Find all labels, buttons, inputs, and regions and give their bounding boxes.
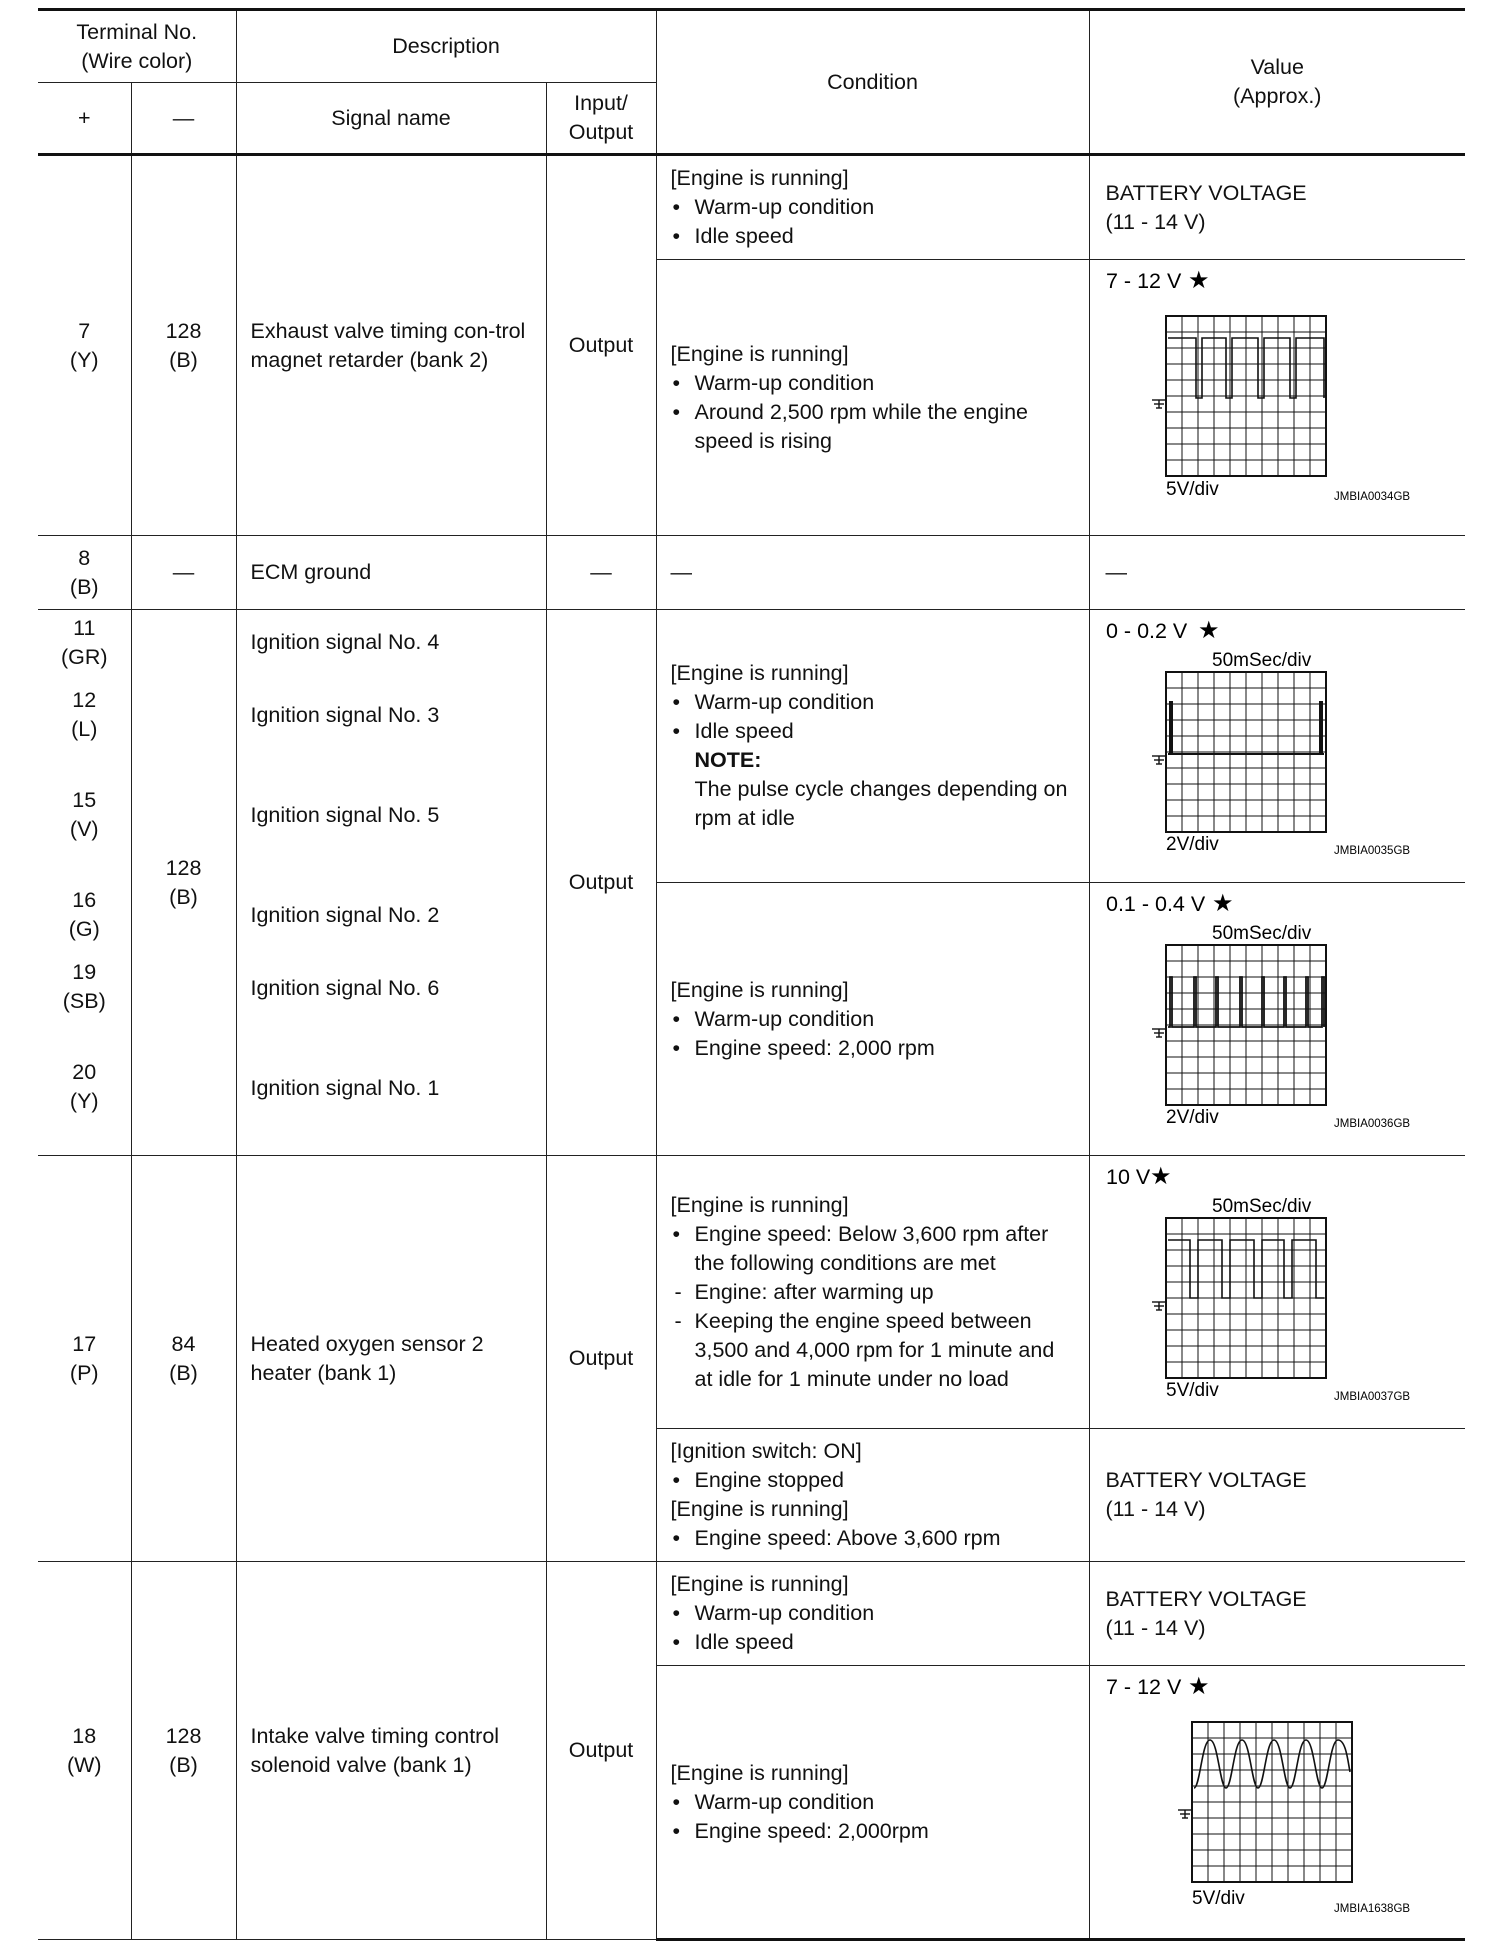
io-cell: Output — [546, 155, 656, 536]
terminal-entry — [38, 614, 131, 686]
signal-name-header: Signal name — [236, 83, 546, 155]
terminal-entry — [38, 786, 131, 886]
waveform-value-cell — [1089, 260, 1465, 536]
waveform-figure — [1105, 616, 1452, 857]
terminal-entry — [38, 958, 131, 1058]
waveform-value-cell — [1089, 883, 1465, 1156]
terminal-number: 17 — [72, 1331, 97, 1356]
condition-bullet: • Idle speed — [671, 222, 1077, 251]
voltage-scale-label: 5V/div — [1165, 479, 1219, 500]
ground-icon — [1152, 400, 1166, 408]
value-text: (11 - 14 V) — [1105, 209, 1206, 234]
condition-bullet: • Engine speed: Above 3,600 rpm — [671, 1524, 1077, 1553]
condition-cell — [656, 883, 1089, 1156]
plus-header: + — [38, 83, 131, 155]
ecm-terminal-table — [38, 8, 1465, 1941]
minus-terminal-cell — [131, 1562, 236, 1940]
condition-bullet: • Warm-up condition — [671, 688, 1077, 717]
waveform-figure — [1105, 889, 1452, 1130]
table-row — [38, 536, 1465, 610]
signal-name: Ignition signal No. 6 — [250, 976, 440, 1000]
signal-name-cell: ECM ground — [236, 536, 546, 610]
condition-cell — [656, 610, 1089, 883]
terminal-number: 11 — [73, 616, 96, 640]
minus-terminal-cell — [131, 1156, 236, 1562]
condition-subitem: - Keeping the engine speed between 3,500 and 4,000 rpm for 1 minute and at idle for 1 minute under no load — [671, 1307, 1077, 1394]
time-scale-label: 50mSec/div — [1211, 1196, 1311, 1217]
table-row — [38, 155, 1465, 260]
voltage-range-label: 7 - 12 V — [1105, 269, 1181, 293]
plus-terminal-cell — [38, 536, 131, 610]
wire-color: (V) — [69, 817, 99, 841]
oscilloscope-grid — [1178, 1722, 1352, 1882]
condition-cell — [656, 1666, 1089, 1940]
io-cell: Output — [546, 610, 656, 1156]
wire-color: (B) — [169, 1752, 198, 1777]
condition-bullet: • Engine stopped — [671, 1466, 1077, 1495]
value-cell — [1089, 1562, 1465, 1666]
voltage-range-label: 7 - 12 V — [1105, 1675, 1181, 1699]
wire-color: (P) — [69, 1360, 99, 1385]
condition-heading: [Engine is running] — [670, 661, 849, 685]
condition-bullet: • Warm-up condition — [671, 1599, 1077, 1628]
condition-header: Condition — [656, 10, 1089, 155]
condition-cell — [656, 155, 1089, 260]
value-text: (11 - 14 V) — [1105, 1497, 1206, 1521]
condition-cell — [656, 260, 1089, 536]
signal-name: Ignition signal No. 3 — [250, 703, 440, 727]
oscilloscope-svg — [1106, 1162, 1452, 1412]
time-scale-label: 50mSec/div — [1211, 923, 1311, 944]
star-icon: ★ — [1149, 1162, 1172, 1190]
voltage-scale-label: 5V/div — [1191, 1888, 1245, 1909]
signal-name-cell: Intake valve timing control solenoid valve (bank 1) — [236, 1562, 546, 1940]
condition-subitem: - Engine: after warming up — [671, 1278, 1077, 1307]
io-cell: Output — [546, 1156, 656, 1562]
io-header-line2: Output — [568, 120, 634, 144]
waveform-value-cell — [1089, 1156, 1465, 1429]
condition-heading: [Engine is running] — [670, 166, 849, 190]
wire-color: (L) — [71, 717, 98, 741]
signal-name-cell: Heated oxygen sensor 2 heater (bank 1) — [236, 1156, 546, 1562]
table-row — [38, 610, 1465, 883]
voltage-scale-label: 5V/div — [1165, 1380, 1219, 1401]
value-cell: — — [1089, 536, 1465, 610]
condition-heading: [Engine is running] — [670, 341, 849, 366]
star-icon: ★ — [1187, 266, 1210, 294]
io-header-line1: Input/ — [574, 91, 628, 115]
table-row — [38, 1562, 1465, 1666]
terminal-table-page — [38, 8, 1465, 1941]
condition-bullet: • Idle speed — [671, 717, 1077, 746]
condition-cell — [656, 1429, 1089, 1562]
terminal-number: 128 — [165, 855, 202, 880]
condition-heading: [Engine is running] — [670, 1192, 849, 1217]
terminal-number: 8 — [78, 545, 91, 570]
voltage-scale-label: 2V/div — [1165, 1107, 1219, 1128]
oscilloscope-svg — [1106, 266, 1452, 516]
condition-heading: [Engine is running] — [670, 977, 849, 1002]
plus-terminal-cell — [38, 155, 131, 536]
condition-cell — [656, 1156, 1089, 1429]
ground-icon — [1152, 1302, 1166, 1310]
value-header — [1089, 10, 1465, 155]
wire-color: (Y) — [69, 347, 99, 372]
value-cell — [1089, 155, 1465, 260]
io-cell: — — [546, 536, 656, 610]
figure-code: JMBIA0034GB — [1333, 491, 1410, 503]
wire-color: (B) — [169, 347, 198, 372]
condition-cell — [656, 1562, 1089, 1666]
value-cell — [1089, 1429, 1465, 1562]
terminal-no-label: Terminal No. — [76, 19, 198, 44]
condition-heading: [Ignition switch: ON] — [670, 1439, 862, 1463]
minus-terminal-cell: — — [131, 536, 236, 610]
condition-heading: [Engine is running] — [670, 1572, 849, 1596]
wire-color-label: (Wire color) — [81, 48, 193, 73]
wire-color: (G) — [68, 917, 100, 941]
io-cell: Output — [546, 1562, 656, 1940]
io-header — [546, 83, 656, 155]
star-icon: ★ — [1187, 1672, 1210, 1700]
terminal-number: 12 — [72, 688, 97, 712]
ground-icon — [1178, 1810, 1192, 1818]
oscilloscope-svg — [1106, 616, 1452, 866]
wire-color: (B) — [69, 574, 99, 599]
condition-bullet: • Engine speed: Below 3,600 rpm after the following conditions are met — [671, 1220, 1077, 1278]
minus-terminal-cell — [131, 155, 236, 536]
figure-code: JMBIA0036GB — [1333, 1118, 1410, 1130]
terminal-entry — [38, 1058, 131, 1116]
condition-heading: [Engine is running] — [670, 1497, 849, 1521]
waveform-figure — [1105, 1672, 1452, 1915]
figure-code: JMBIA0035GB — [1333, 845, 1410, 857]
star-icon: ★ — [1197, 616, 1220, 644]
description-header: Description — [236, 10, 656, 83]
terminal-number: 128 — [165, 1723, 202, 1748]
voltage-range-label: 0.1 - 0.4 V — [1105, 892, 1205, 916]
terminal-number: 20 — [72, 1060, 97, 1084]
ground-icon — [1152, 756, 1166, 764]
figure-code: JMBIA0037GB — [1333, 1391, 1410, 1403]
waveform-figure — [1105, 266, 1452, 503]
figure-code: JMBIA1638GB — [1333, 1903, 1410, 1915]
wire-color: (SB) — [62, 989, 106, 1013]
wire-color: (W) — [66, 1752, 102, 1777]
condition-bullet: • Engine speed: 2,000 rpm — [671, 1034, 1077, 1063]
condition-bullet: • Warm-up condition — [671, 369, 1077, 398]
plus-terminal-cell — [38, 1562, 131, 1940]
star-icon: ★ — [1211, 889, 1234, 917]
note-text: The pulse cycle changes depending on rpm at idle — [694, 777, 1068, 830]
terminal-entry — [38, 886, 131, 958]
condition-bullet: • Engine speed: 2,000rpm — [671, 1817, 1077, 1846]
oscilloscope-svg — [1106, 1672, 1452, 1922]
signal-name: Ignition signal No. 1 — [250, 1076, 440, 1100]
condition-bullet: • Warm-up condition — [671, 1005, 1077, 1034]
condition-bullet: • Warm-up condition — [671, 1788, 1077, 1817]
ground-icon — [1152, 1029, 1166, 1037]
terminal-number: 15 — [72, 788, 97, 812]
terminal-number: 19 — [72, 960, 97, 984]
value-text: BATTERY VOLTAGE — [1105, 1586, 1307, 1611]
table-row — [38, 1156, 1465, 1429]
condition-bullet: • Idle speed — [671, 1628, 1077, 1657]
oscilloscope-svg — [1106, 889, 1452, 1139]
terminal-number: 18 — [72, 1723, 97, 1748]
condition-cell: — — [656, 536, 1089, 610]
value-text: (11 - 14 V) — [1105, 1615, 1206, 1640]
terminal-number: 7 — [78, 318, 91, 343]
condition-heading: [Engine is running] — [670, 1760, 849, 1785]
oscilloscope-grid — [1152, 945, 1326, 1105]
time-scale-label: 50mSec/div — [1211, 650, 1311, 671]
minus-header: — — [131, 83, 236, 155]
waveform-figure — [1105, 1162, 1452, 1403]
waveform-value-cell — [1089, 610, 1465, 883]
condition-bullet: • Warm-up condition — [671, 193, 1077, 222]
terminal-number: 16 — [72, 888, 97, 912]
note-heading: NOTE: — [694, 748, 762, 772]
oscilloscope-grid — [1152, 1218, 1326, 1378]
voltage-range-label: 10 V — [1105, 1165, 1150, 1189]
signal-name-cell: Exhaust valve timing con-trol magnet retarder (bank 2) — [236, 155, 546, 536]
signal-name-cell — [236, 610, 546, 1156]
voltage-scale-label: 2V/div — [1165, 834, 1219, 855]
signal-name: Ignition signal No. 5 — [250, 803, 440, 827]
terminal-number: 84 — [171, 1331, 196, 1356]
wire-color: (B) — [169, 1360, 198, 1385]
value-label: Value — [1250, 55, 1304, 79]
value-text: BATTERY VOLTAGE — [1105, 180, 1307, 205]
plus-terminal-cell — [38, 610, 131, 1156]
signal-name: Ignition signal No. 2 — [250, 903, 440, 927]
voltage-range-label: 0 - 0.2 V — [1105, 619, 1187, 643]
minus-terminal-cell — [131, 610, 236, 1156]
approx-label: (Approx.) — [1233, 84, 1322, 108]
terminal-entry — [38, 686, 131, 786]
plus-terminal-cell — [38, 1156, 131, 1562]
terminal-number: 128 — [165, 318, 202, 343]
wire-color: (Y) — [69, 1089, 99, 1113]
oscilloscope-grid — [1152, 672, 1326, 832]
oscilloscope-grid — [1152, 316, 1326, 476]
wire-color: (B) — [169, 884, 198, 909]
wire-color: (GR) — [60, 645, 108, 669]
signal-name: Ignition signal No. 4 — [250, 630, 440, 654]
value-text: BATTERY VOLTAGE — [1105, 1468, 1307, 1492]
waveform-value-cell — [1089, 1666, 1465, 1940]
terminal-no-header — [38, 10, 236, 83]
condition-bullet: • Around 2,500 rpm while the engine speed is rising — [671, 398, 1077, 456]
